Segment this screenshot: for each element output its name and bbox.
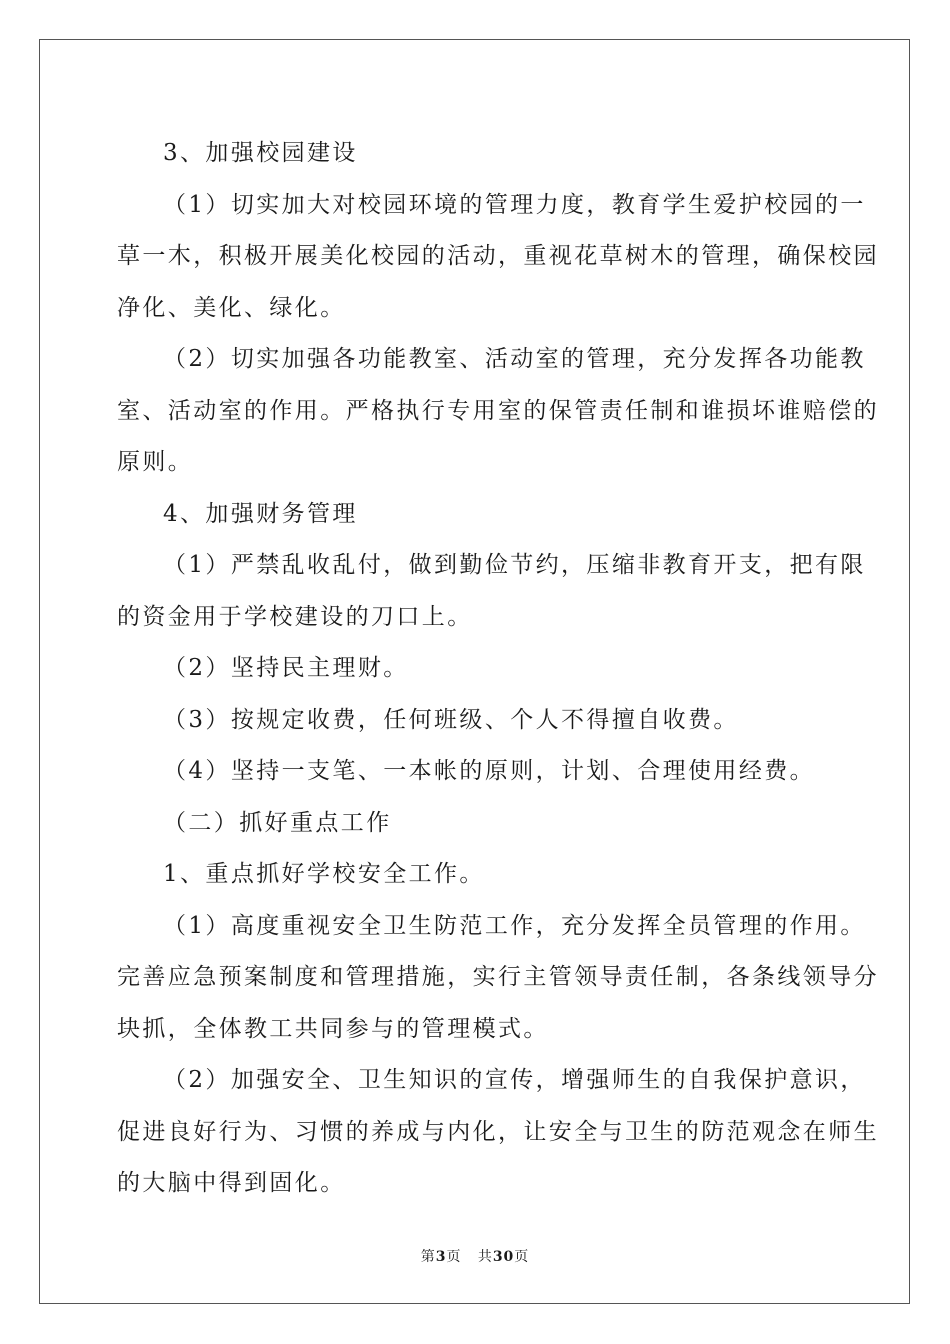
paragraph [117, 334, 879, 489]
footer-total-unit: 页 [514, 1249, 530, 1265]
text-line: 1、重点抓好学校安全工作。 [163, 861, 485, 887]
heading-key-work [117, 798, 839, 850]
text-line: 室、活动室的作用。严格执行专用室的保管责任制和谁损坏谁赔偿的 [117, 397, 879, 424]
text-line: 草一木，积极开展美化校园的活动，重视花草树木的管理，确保校园 [117, 243, 879, 269]
text-line: 的大脑中得到固化。 [117, 1170, 346, 1196]
footer-page-unit: 页 [446, 1249, 462, 1265]
paragraph [117, 1055, 879, 1210]
total-pages-number: 30 [492, 1249, 515, 1265]
paragraph [117, 540, 866, 643]
text-line: （二）抓好重点工作 [163, 809, 392, 836]
page-footer [0, 1246, 950, 1266]
text-line: 促进良好行为、习惯的养成与内化，让安全与卫生的防范观念在师生 [117, 1118, 879, 1145]
text-line: 完善应急预案制度和管理措施，实行主管领导责任制，各条线领导分 [117, 964, 879, 990]
paragraph [117, 180, 879, 335]
heading-safety [117, 849, 839, 901]
text-line: （4）坚持一支笔、一本帐的原则，计划、合理使用经费。 [163, 758, 816, 784]
paragraph [117, 746, 839, 798]
current-page-number: 3 [435, 1249, 447, 1265]
text-line: （2）坚持民主理财。 [163, 655, 409, 681]
text-line: 块抓，全体教工共同参与的管理模式。 [117, 1015, 549, 1042]
document-body [117, 128, 879, 1210]
footer-total-prefix: 共 [477, 1249, 493, 1265]
text-line: 3、加强校园建设 [163, 140, 358, 166]
text-line: （1）严禁乱收乱付，做到勤俭节约，压缩非教育开支，把有限 [163, 552, 866, 578]
heading-finance [117, 489, 839, 541]
text-line: 原则。 [117, 449, 194, 475]
text-line: （3）按规定收费，任何班级、个人不得擅自收费。 [163, 706, 739, 733]
text-line: 4、加强财务管理 [163, 500, 358, 527]
footer-prefix: 第 [420, 1249, 436, 1265]
heading-campus [117, 128, 839, 180]
text-line: （2）加强安全、卫生知识的宣传，增强师生的自我保护意识， [163, 1067, 866, 1093]
text-line: 的资金用于学校建设的刀口上。 [117, 603, 473, 630]
text-line: （1）高度重视安全卫生防范工作，充分发挥全员管理的作用。 [163, 912, 866, 939]
paragraph [117, 643, 839, 695]
text-line: 净化、美化、绿化。 [117, 294, 346, 321]
paragraph [117, 901, 879, 1056]
text-line: （1）切实加大对校园环境的管理力度，教育学生爱护校园的一 [163, 191, 866, 218]
paragraph [117, 695, 839, 747]
text-line: （2）切实加强各功能教室、活动室的管理，充分发挥各功能教 [163, 346, 866, 372]
